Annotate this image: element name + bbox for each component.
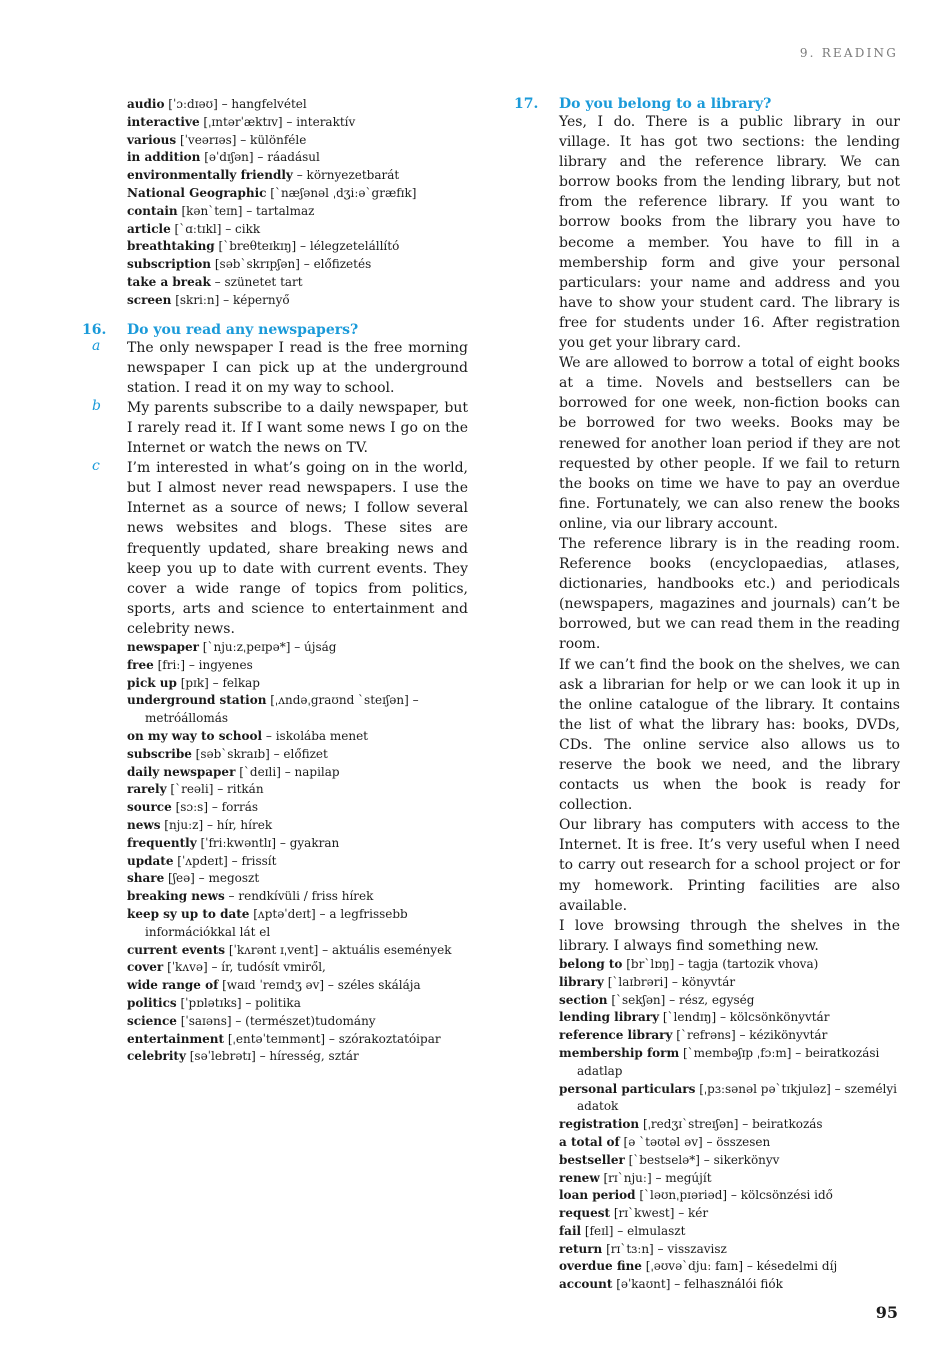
vocab-entry: [559, 1009, 900, 1027]
vocab-term: daily newspaper: [127, 764, 236, 779]
vocab-term: library: [559, 974, 604, 989]
paragraph: Our library has computers with access to the Internet. It is free. It’s very useful when I need to carry out research for a school project or for my homework. Printing facilities are also available.: [559, 817, 900, 914]
vocab-definition: [ʌptəˈdeɪt] – a legfrissebb információkkal lát el: [145, 906, 408, 939]
vocab-definition: [səˈlebrətɪ] – híresség, sztár: [185, 1049, 359, 1064]
vocab-definition: – szünetet tart: [210, 274, 303, 289]
vocab-term: underground station: [127, 693, 267, 708]
vocab-term: cover: [127, 960, 164, 975]
vocab-entry: [127, 185, 468, 203]
vocab-entry: [127, 942, 468, 960]
vocab-entry: [127, 292, 468, 310]
vocab-entry: [127, 96, 468, 114]
vocab-entry: [559, 1116, 900, 1134]
vocab-definition: [ˋnjuːzˌpeɪpə*] – újság: [198, 639, 337, 654]
vocab-term: wide range of: [127, 978, 219, 993]
vocab-list: [559, 956, 900, 1294]
vocab-term: celebrity: [127, 1049, 186, 1064]
vocab-term: fail: [559, 1223, 582, 1238]
vocab-definition: [ˈsaɪəns] – (természet)tudomány: [176, 1013, 376, 1028]
answer-text: My parents subscribe to a daily newspaper, but I rarely read it. If I want some news I go on the Internet or watch the news on TV.: [127, 399, 468, 457]
vocab-definition: [sɔːs] – forrás: [171, 800, 259, 815]
vocab-list-top: [127, 96, 468, 310]
vocab-term: in addition: [127, 150, 201, 165]
vocab-entry: [127, 906, 468, 942]
vocab-entry: [127, 1048, 468, 1066]
answer-letter: b: [92, 397, 101, 414]
vocab-term: interactive: [127, 114, 200, 129]
vocab-term: science: [127, 1013, 177, 1028]
vocab-term: keep sy up to date: [127, 906, 250, 921]
vocab-definition: [ˋɑːtɪkl] – cikk: [170, 221, 261, 236]
vocab-entry: [559, 1045, 900, 1081]
vocab-entry: [127, 114, 468, 132]
vocab-term: update: [127, 853, 174, 868]
vocab-entry: [127, 959, 468, 977]
vocab-term: section: [559, 992, 608, 1007]
vocab-term: environmentally friendly: [127, 168, 293, 183]
vocab-definition: [feɪl] – elmulaszt: [581, 1223, 686, 1238]
vocab-term: frequently: [127, 835, 197, 850]
vocab-definition: [brˋlɒŋ] – tagja (tartozik vhova): [622, 956, 819, 971]
vocab-definition: – környezetbarát: [292, 168, 400, 183]
answer-b: [82, 398, 468, 458]
vocab-definition: [ˌentəˈteɪnmənt] – szórakoztatóipar: [224, 1031, 441, 1046]
vocab-entry: [127, 835, 468, 853]
right-column: [514, 96, 900, 1294]
vocab-entry: [127, 799, 468, 817]
vocab-definition: [ˈfriːkwəntlɪ] – gyakran: [196, 835, 340, 850]
vocab-term: various: [127, 132, 177, 147]
vocab-entry: [127, 221, 468, 239]
answer-a: [82, 338, 468, 398]
vocab-entry: [559, 1027, 900, 1045]
vocab-entry: [559, 1187, 900, 1205]
vocab-definition: [ˌredʒɪˋstreɪʃən] – beiratkozás: [639, 1117, 823, 1132]
vocab-list-bottom: [127, 639, 468, 1066]
vocab-entry: [559, 992, 900, 1010]
vocab-term: return: [559, 1241, 603, 1256]
vocab-definition: [ˈkʌrənt ɪˌvent] – aktuális események: [225, 942, 452, 957]
vocab-entry: [127, 746, 468, 764]
vocab-term: share: [127, 871, 165, 886]
vocab-definition: [əˈdɪʃən] – ráadásul: [200, 150, 320, 165]
vocab-term: on my way to school: [127, 728, 263, 743]
question-17: [514, 96, 900, 112]
vocab-term: audio: [127, 97, 165, 111]
vocab-definition: [səbˋskrɪpʃən] – előfizetés: [211, 257, 372, 272]
vocab-definition: – rendkívüli / friss hírek: [224, 889, 374, 904]
answer-letter: c: [92, 458, 100, 475]
left-column: [82, 96, 468, 1066]
vocab-entry: [127, 657, 468, 675]
vocab-definition: [ˌəʊvəˋdjuː faɪn] – késedelmi díj: [641, 1259, 838, 1274]
vocab-term: rarely: [127, 782, 167, 797]
vocab-term: membership form: [559, 1045, 680, 1060]
vocab-definition: [ˌʌndəˌgraʊnd ˋsteɪʃən] – metróállomás: [145, 693, 419, 726]
question-number: 16.: [82, 321, 107, 338]
paragraph: The reference library is in the reading room. Reference books (encyclopaedias, atlases, dictionaries, handbooks etc.) and periodicals (newspapers, magazines and journals) can’t be borrowed, but we can read them in the reading room.: [559, 535, 900, 653]
vocab-term: contain: [127, 203, 178, 218]
vocab-term: lending library: [559, 1010, 660, 1025]
vocab-entry: [127, 692, 468, 728]
vocab-definition: [njuːz] – hír, hírek: [160, 817, 273, 832]
vocab-term: registration: [559, 1117, 640, 1132]
vocab-entry: [127, 256, 468, 274]
answer-text: The only newspaper I read is the free morning newspaper I can pick up at the underground station. I read it on my way to school.: [127, 339, 468, 396]
vocab-entry: [559, 956, 900, 974]
vocab-term: source: [127, 800, 172, 815]
vocab-definition: [əˈkaʊnt] – felhasználói fiók: [612, 1277, 783, 1292]
vocab-term: subscribe: [127, 746, 192, 761]
vocab-entry: [127, 728, 468, 746]
vocab-entry: [127, 149, 468, 167]
vocab-entry: [127, 203, 468, 221]
vocab-term: news: [127, 817, 161, 832]
vocab-entry: [559, 1081, 900, 1117]
paragraph: I love browsing through the shelves in the library. I always find something new.: [559, 917, 900, 954]
vocab-entry: [127, 888, 468, 906]
vocab-term: National Geographic: [127, 185, 267, 200]
vocab-definition: [ˈkʌvə] – ír, tudósít vmiről,: [163, 960, 326, 975]
vocab-definition: [rɪˋnjuː] – megújít: [599, 1170, 712, 1185]
vocab-definition: [ˈʌpdeɪt] – frissít: [173, 853, 277, 868]
paragraph: Yes, I do. There is a public library in our village. It has got two sections: the lending library and the reference library. We can borrow books from the lending library, but not from the reference library. If you want to borrow books from the library you have to become a member. You have to fill in a membership form and give your personal particulars: your name and address and you have to show your student card. The library is free for students under 16. After registration you get your library card.: [559, 114, 900, 352]
question-title: Do you read any newspapers?: [127, 321, 359, 338]
vocab-definition: [ˈveərɪəs] – különféle: [176, 132, 307, 147]
vocab-definition: [ˌɪntərˈæktɪv] – interaktív: [199, 114, 356, 129]
running-head: 9. READING: [799, 46, 898, 60]
vocab-definition: [ˋsekʃən] – rész, egység: [607, 992, 755, 1007]
vocab-entry: [127, 639, 468, 657]
vocab-definition: [ˋdeɪli] – napilap: [235, 764, 340, 779]
vocab-definition: [pɪk] – felkap: [176, 675, 260, 690]
vocab-term: reference library: [559, 1028, 673, 1043]
vocab-term: breathtaking: [127, 239, 215, 254]
vocab-term: a total of: [559, 1134, 620, 1149]
vocab-definition: [friː] – ingyenes: [153, 657, 253, 672]
vocab-definition: [rɪˋkwest] – kér: [610, 1206, 709, 1221]
vocab-definition: [ə ˋtəʊtəl əv] – összesen: [619, 1134, 771, 1149]
question-number: 17.: [514, 96, 539, 112]
vocab-entry: [127, 1013, 468, 1031]
vocab-definition: [waɪd ˈreɪndʒ əv] – széles skálája: [218, 978, 421, 993]
vocab-term: newspaper: [127, 639, 199, 654]
vocab-term: article: [127, 221, 171, 236]
vocab-entry: [127, 132, 468, 150]
vocab-definition: [ˋbestselə*] – sikerkönyv: [624, 1152, 780, 1167]
question-title: Do you belong to a library?: [559, 96, 772, 112]
vocab-definition: [ˋrefrəns] – kézikönyvtár: [672, 1028, 828, 1043]
vocab-definition: [rɪˋtɜːn] – visszavisz: [602, 1241, 727, 1256]
vocab-definition: [ˋbreθteɪkɪŋ] – lélegzetelállító: [214, 239, 400, 254]
vocab-term: screen: [127, 292, 172, 307]
vocab-term: belong to: [559, 956, 623, 971]
vocab-term: overdue fine: [559, 1259, 642, 1274]
vocab-definition: [ˋmembəʃɪp ˌfɔːm] – beiratkozási adatlap: [577, 1045, 880, 1078]
vocab-entry: [559, 1258, 900, 1276]
paragraph: If we can’t find the book on the shelves, we can ask a librarian for help or we can look it up in the online catalogue of the library. It contains the list of what the library has: books, DVDs, CDs. The online service also allows us to reserve the book we need, and the library contacts us when the book is ready for collection.: [559, 656, 900, 814]
vocab-term: politics: [127, 995, 177, 1010]
vocab-term: request: [559, 1206, 611, 1221]
vocab-term: breaking news: [127, 889, 225, 904]
vocab-term: take a break: [127, 274, 211, 289]
vocab-definition: [skriːn] – képernyő: [171, 292, 290, 307]
answer-letter: a: [92, 337, 101, 354]
paragraph: We are allowed to borrow a total of eight books at a time. Novels and bestsellers can be borrowed for one week, non-fiction books can be borrowed for two weeks. Books may be renewed for another loan period if they are not requested by other people. If we fail to return the books on time we have to pay an overdue fine. Fortunately, we can also renew the books online, via our library account.: [559, 355, 900, 532]
vocab-entry: [127, 1031, 468, 1049]
vocab-term: free: [127, 657, 154, 672]
vocab-entry: [127, 853, 468, 871]
vocab-definition: [ˋreəli] – ritkán: [166, 782, 264, 797]
vocab-entry: [127, 995, 468, 1013]
vocab-entry: [127, 675, 468, 693]
vocab-definition: [ˋləʊnˌpɪəriəd] – kölcsönzési idő: [635, 1188, 833, 1203]
vocab-entry: [127, 781, 468, 799]
vocab-entry: [559, 974, 900, 992]
vocab-entry: [127, 238, 468, 256]
vocab-definition: [ʃeə] – megoszt: [164, 871, 260, 886]
vocab-term: personal particulars: [559, 1081, 696, 1096]
vocab-definition: [kənˋteɪn] – tartalmaz: [177, 203, 315, 218]
vocab-entry: [127, 274, 468, 292]
vocab-term: renew: [559, 1170, 600, 1185]
vocab-definition: [ˋlaɪbrəri] – könyvtár: [603, 974, 736, 989]
vocab-entry: [559, 1241, 900, 1259]
vocab-term: bestseller: [559, 1152, 625, 1167]
vocab-term: subscription: [127, 257, 212, 272]
page-number: 95: [875, 1303, 898, 1322]
vocab-term: entertainment: [127, 1031, 225, 1046]
vocab-definition: [ˋnæʃənəl ˌdʒiːəˋgræfɪk]: [266, 185, 417, 200]
vocab-entry: [559, 1134, 900, 1152]
vocab-definition: [ˋlendɪŋ] – kölcsönkönyvtár: [659, 1010, 830, 1025]
vocab-entry: [127, 870, 468, 888]
vocab-term: account: [559, 1277, 613, 1292]
vocab-entry: [127, 977, 468, 995]
vocab-entry: [559, 1170, 900, 1188]
vocab-term: current events: [127, 942, 226, 957]
vocab-entry: [559, 1205, 900, 1223]
answer-text: I’m interested in what’s going on in the world, but I almost never read newspapers. I use the Internet as a source of news; I follow several news websites and blogs. These sites are frequently updated, share breaking news and keep you up to date with current events. They cover a wide range of topics from politics, sports, arts and science to entertainment and celebrity news.: [127, 460, 468, 637]
vocab-definition: – iskolába menet: [262, 728, 368, 743]
question-16: [82, 322, 468, 338]
vocab-entry: [127, 817, 468, 835]
vocab-definition: [ˈɔːdɪəʊ] – hangfelvétel: [164, 97, 307, 111]
vocab-entry: [559, 1276, 900, 1294]
vocab-definition: [səbˋskraɪb] – előfizet: [191, 746, 328, 761]
vocab-definition: [ˈpɒlətɪks] – politika: [176, 995, 301, 1010]
vocab-entry: [559, 1223, 900, 1241]
vocab-definition: [ˌpɜːsənəl pəˋtɪkjuləz] – személyi adatok: [577, 1081, 898, 1114]
vocab-term: loan period: [559, 1188, 636, 1203]
answer-c: [82, 458, 468, 639]
vocab-entry: [127, 167, 468, 185]
vocab-entry: [559, 1152, 900, 1170]
vocab-entry: [127, 764, 468, 782]
vocab-term: pick up: [127, 675, 177, 690]
